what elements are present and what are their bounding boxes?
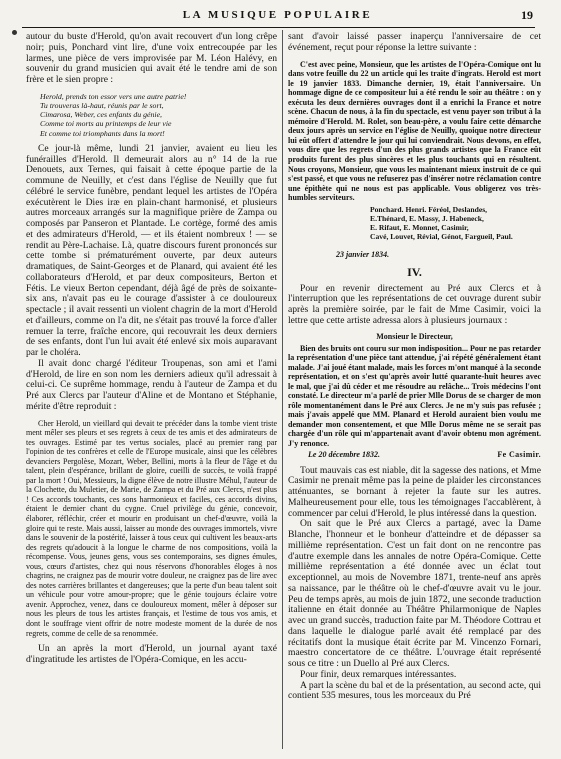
signatory-line: E.Thénard, E. Massy, J. Habeneck,	[370, 213, 484, 223]
letter-date: Le 20 décembre 1832.	[308, 449, 380, 459]
column-divider	[282, 30, 283, 749]
signatory-line: E. Rifaut, E. Monnet, Casimir,	[370, 223, 469, 233]
letter-signature: Fe Casimir.	[497, 449, 541, 459]
paragraph: On sait que le Pré aux Clercs a partagé, avec la Dame Blanche, l'honneur et le bonheur d'atteindre et de dépasser sa millième représentation. C'est un fait dont on ne rencontre pas d'autre exemple dans les annales de notre Opéra-Comique. Cette millième représentation a été donnée avec un éclat tout exceptionnel, au mois de Novembre 1871, trente-neuf ans après sa naissance, par le théâtre où le chef-d'œuvre avait vu le jour. Peu de temps après, au mois de juin 1872, une seconde traduction italienne en était donnée au Théâtre Philarmonique de Naples avec un grand succès, traduction faite par M. Théodore Cottrau et dans laquelle le dialogue parlé avait été remplacé par des récitatifs dont la musique était écrite par M. Vincenzo Fornari, maestro concertatore de ce théâtre. L'ouvrage était représenté sous ce titre : un Duello al Pré aux Clercs.	[288, 518, 541, 670]
journal-title: LA MUSIQUE POPULAIRE	[182, 9, 373, 21]
letter-salutation: Monsieur le Directeur,	[376, 331, 453, 341]
signatory-line: Cavé, Louvet, Révial, Génot, Fargueil, Paul.	[370, 232, 513, 242]
quoted-letter: C'est avec peine, Monsieur, que les artistes de l'Opéra-Comique ont lu dans votre feuille du 22 un article qui les traite d'ingrats. Herold est mort le 19 janvier 1833. Dimanche dernier, 19, était l'anniversaire. Un hommage digne de ce compositeur lui a été rendu le soir au théâtre : on y exécuta les deux dernières ouvrages dont il a enrichi la France et notre scène. Chacun de nous, à la fin du spectacle, est venu payer son tribut à la mémoire d'Herold. M. Rolet, son beau-père, a voulu faire cette démarche deux jours après un service en l'église de Neuilly, quoique notre directeur lui eût offert d'attendre le jour qui lui conviendrait. Nous devons, en effet, vous dire que les regrets d'un des plus grands artistes que la France eût produits furent des plus sincères et les plus touchants qui en résultent. Nous croyons, Monsieur, que vous les maintenant mieux instruit de ce qui s'est passé, et que vous ne refuserez pas d'insérer notre réclamation contre une épithète qui ne nous est pas applicable. Vous obligerez vos très-humbles serviteurs.	[288, 59, 541, 203]
letter-closing	[288, 450, 541, 460]
paragraph: Ce jour-là même, lundi 21 janvier, avaient eu lieu les funérailles d'Herold. Il demeurait alors au n° 14 de la rue Denouets, aux Ternes, qui faisait à cette époque partie de la commune de Neuilly, et c'est dans l'église de Neuilly que fut célébré le service funèbre, pendant lequel les artistes de l'Opéra exécutèrent le Dies iræ en plain-chant harmonisé, et plusieurs autres morceaux arrangés sur la magnifique prière de Zampa ou composés par Panseron et Plantade. Le cortège, formé des amis et des admirateurs d'Herold, — et ils étaient nombreux ! — se rendit au Père-Lachaise. Là, quatre discours furent prononcés sur cette tombe si prématurément ouverte, par deux auteurs dramatiques, de Saint-Georges et de Planard, qui avaient été les collaborateurs d'Herold, et par deux compositeurs, Berton et Fétis. Le vieux Berton cependant, déjà âgé de près de soixante-six ans, n'avait pas eu le courage d'assister à ce douloureux spectacle ; il avait ressenti un violent chagrin de la mort d'Herold et d'ailleurs, comme on l'a dit, ne s'était pas trouvé la force d'aller remuer la terre, fraîche encore, qui recouvrait les deux derniers de ses enfants, dont l'un lui avait été enlevé six mois auparavant par le choléra.	[26, 142, 277, 359]
left-column	[26, 32, 277, 751]
paragraph: Tout mauvais cas est niable, dit la sagesse des nations, et Mme Casimir ne prenait même pas la peine de plaider les circonstances atténuantes, se bornant à rejeter la faute sur les autres. Malheureusement pour elle, tous les témoignages l'accablèrent, à commencer par celui d'Herold, le plus intéressé dans la question.	[288, 464, 541, 519]
signatory-line: Ponchard. Henri. Féréol, Deslandes,	[370, 204, 488, 214]
verse-block	[26, 92, 277, 138]
paragraph: A part la scène du bal et de la présentation, au second acte, qui contient 535 mesures, tous les morceaux du Pré	[288, 679, 541, 702]
ink-dot	[12, 30, 17, 35]
paragraph: Pour en revenir directement au Pré aux Clercs et à l'interruption que les représentations de cet ouvrage durent subir après la première soirée, par le fait de Mme Casimir, voici la lettre que cette artiste adressa alors à plusieurs journaux :	[288, 282, 541, 326]
verse-line: Herold, prends ton essor vers une autre patrie!	[40, 91, 187, 101]
page-number: 19	[521, 8, 533, 22]
verse-line: Tu trouveras là-haut, réunis par le sort,	[40, 100, 164, 110]
header-rule	[22, 27, 535, 28]
right-column	[288, 32, 541, 751]
paragraph: sant d'avoir laissé passer inaperçu l'anniversaire de cet événement, reçut pour réponse la lettre suivante :	[288, 32, 541, 53]
verse-line: Et comme toi triomphants dans la mort!	[40, 128, 165, 138]
paragraph: Un an après la mort d'Herold, un journal ayant taxé d'ingratitude les artistes de l'Opéra-Comique, en les accu-	[26, 643, 277, 665]
signatories	[288, 205, 541, 242]
quoted-letter: Bien des bruits ont couru sur mon indisposition... Pour ne pas retarder la représentation d'une pièce tant attendue, j'ai répété généralement étant malade. J'ai joué étant malade, mais les forces m'ont manqué à la seconde représentation, et on s'est qu'après avoir lutté quarante-huit heures avec le mal, que j'ai dû céder et me résoudre au relâche... Trois médecins l'ont constaté. Le directeur m'a parlé de prier Mlle Dorus de se charger de mon rôle momentanément dans le Pré aux Clercs. Je ne m'y suis pas refusée ; mais j'avais appelé que MM. Planard et Herold auraient bien voulu me demander mon consentement, et que Mlle Dorus même ne se serait pas chargée d'un rôle qui m'appartenait avant d'avoir obtenu mon agrément. J'y renonce.	[288, 343, 541, 448]
letter-date: 23 janvier 1834.	[336, 249, 390, 259]
section-heading: IV.	[407, 264, 422, 279]
paragraph: Il avait donc chargé l'éditeur Troupenas, son ami et l'ami d'Herold, de lire en son nom les derniers adieux qu'il adressait à celui-ci. Ce suprême hommage, rendu à l'auteur de Zampa et du Pré aux Clercs par l'auteur d'Aline et de Montano et Stéphanie, mérite d'être reproduit :	[26, 357, 277, 412]
running-header	[22, 8, 533, 28]
paragraph: Pour finir, deux remarques intéressantes.	[300, 668, 457, 680]
verse-line: Comme toi morts au printemps de leur vie	[40, 119, 172, 129]
paragraph: autour du buste d'Herold, qu'on avait recouvert d'un long crêpe noir; puis, Ponchard vint lire, d'une voix entrecoupée par les larmes, une pièce de vers improvisée par M. Léon Halévy, en souvenir du grand musicien qui avait été le tendre ami de son frère et le sien propre :	[26, 32, 277, 85]
quoted-speech: Cher Herold, un vieillard qui devait te précéder dans la tombe vient triste ment mêler ses pleurs et ses regrets à ceux de tes amis et des admirateurs de tes ouvrages. Estimé par tes vertus sociales, placé au premier rang par l'opinion de tes confrères et celle de l'Europe musicale, ainsi que les célèbres devanciers Pergolèse, Mozart, Weber, Bellini, morts à la fleur de l'âge et du talent, plein d'espérance, brillant de gloire, cueilli de succès, te voilà frappé par la mort ! Oui, Messieurs, la digne élève de notre illustre Méhul, l'auteur de la Clochette, du Muletier, de Marie, de Zampa et du Pré aux Clercs, n'est plus ! Ces accords touchants, ces sons harmonieux et faciles, ces accords divins, étaient le dernier chant du cygne. Cruel privilège du génie, concevoir, élaborer, réfléchir, créer et mourir en produisant un chef-d'œuvre, voilà la gloire qui te reste. Mais aussi, laisser au monde des ouvrages immortels, vivre dans le souvenir de la postérité, laisser à tous ceux qui cultivent les beaux-arts des regrets qu'adoucit à la longue le charme de nos compositions, voilà la récompense. Vous, jeunes gens, vous ses contemporains, ses dignes émules, vous, cœurs d'artistes, chez qui nous réservons d'honorables éloges à nos chagrins, ne craignez pas de mourir votre douleur, ne craignez pas de lire avec des notes carrières brillantes et dangereuses; que la perte d'un beau talent soit un véhicule pour votre amour-propre; que le génie toujours éclaire votre avenir. Approchez, venez, dans ce douloureux moment, mêler à déposer sur nous les pleurs de tous les artistes français, et l'estime de tous vos amis, et dont le souffrage vient offrir de notre modeste moment de la durée de nos regrets, comme de celle de sa renommée.	[26, 418, 277, 638]
verse-line: Cimarosa, Weber, ces enfants du génie,	[40, 110, 162, 120]
